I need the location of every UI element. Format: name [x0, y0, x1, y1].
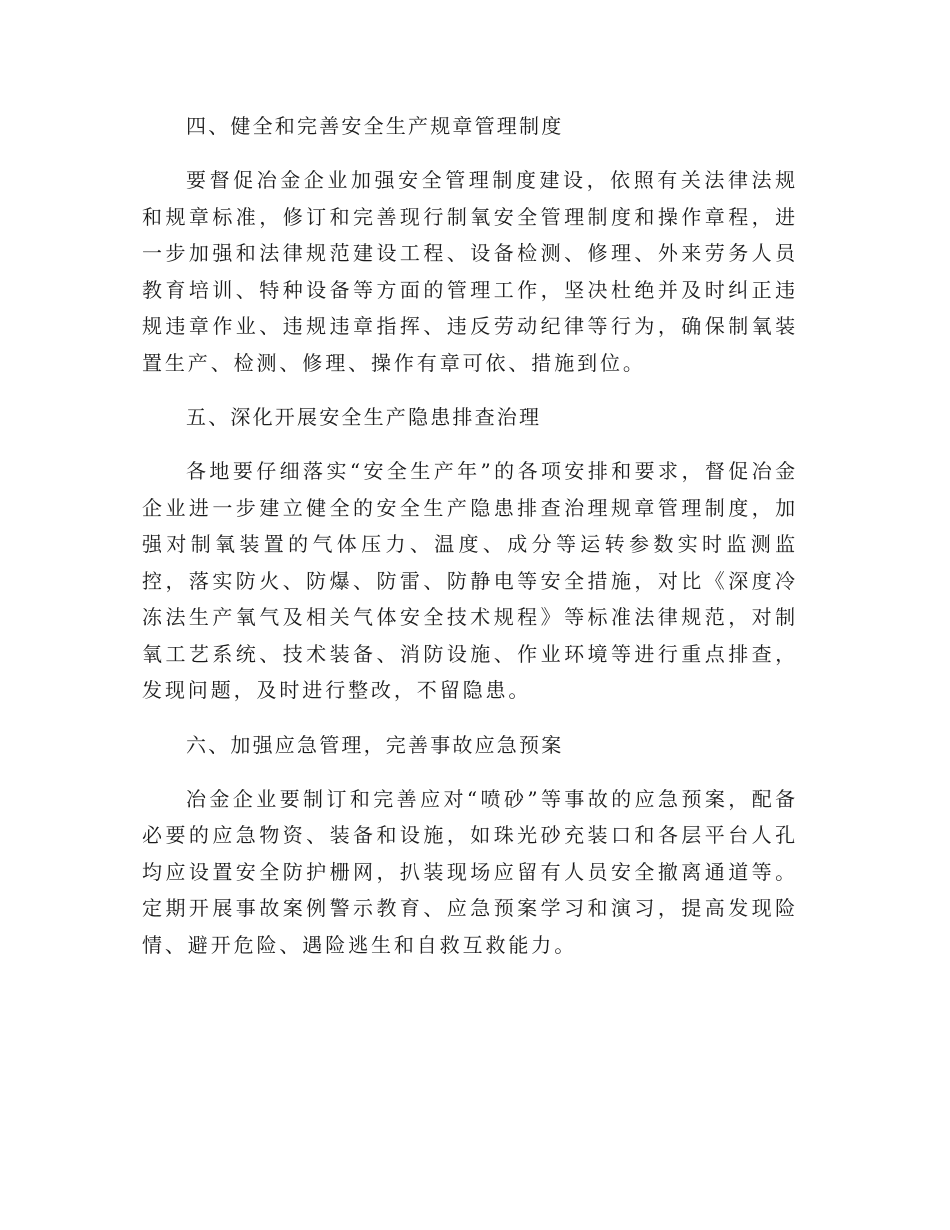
section-body-4: 要督促冶金企业加强安全管理制度建设，依照有关法律法规和规章标准，修订和完善现行制氧安全管理制度和操作章程，进一步加强和法律规范建设工程、设备检测、修理、外来劳务人员教育培训、特种设备等方面的管理工作，坚决杜绝并及时纠正违规违章作业、违规违章指挥、违反劳动纪律等行为，确保制氧装置生产、检测、修理、操作有章可依、措施到位。 [142, 168, 798, 375]
document-page [142, 108, 798, 981]
section-heading-6: 六、加强应急管理，完善事故应急预案 [186, 732, 564, 757]
section-heading-5: 五、深化开展安全生产隐患排查治理 [186, 405, 542, 429]
section-body-5: 各地要仔细落实“安全生产年”的各项安排和要求，督促冶金企业进一步建立健全的安全生产隐患排查治理规章管理制度，加强对制氧装置的气体压力、温度、成分等运转参数实时监测监控，落实防火、防爆、防雷、防静电等安全措施，对比《深度冷冻法生产氧气及相关气体安全技术规程》等标准法律规范，对制氧工艺系统、技术装备、消防设施、作业环境等进行重点排查，发现问题，及时进行整改，不留隐患。 [142, 459, 798, 702]
section-body-6: 冶金企业要制订和完善应对“喷砂”等事故的应急预案，配备必要的应急物资、装备和设施，如珠光砂充装口和各层平台人孔均应设置安全防护栅网，扒装现场应留有人员安全撤离通道等。定期开展事故案例警示教育、应急预案学习和演习，提高发现险情、避开危险、遇险逃生和自救互救能力。 [142, 786, 798, 957]
section-heading-4: 四、健全和完善安全生产规章管理制度 [186, 114, 564, 138]
